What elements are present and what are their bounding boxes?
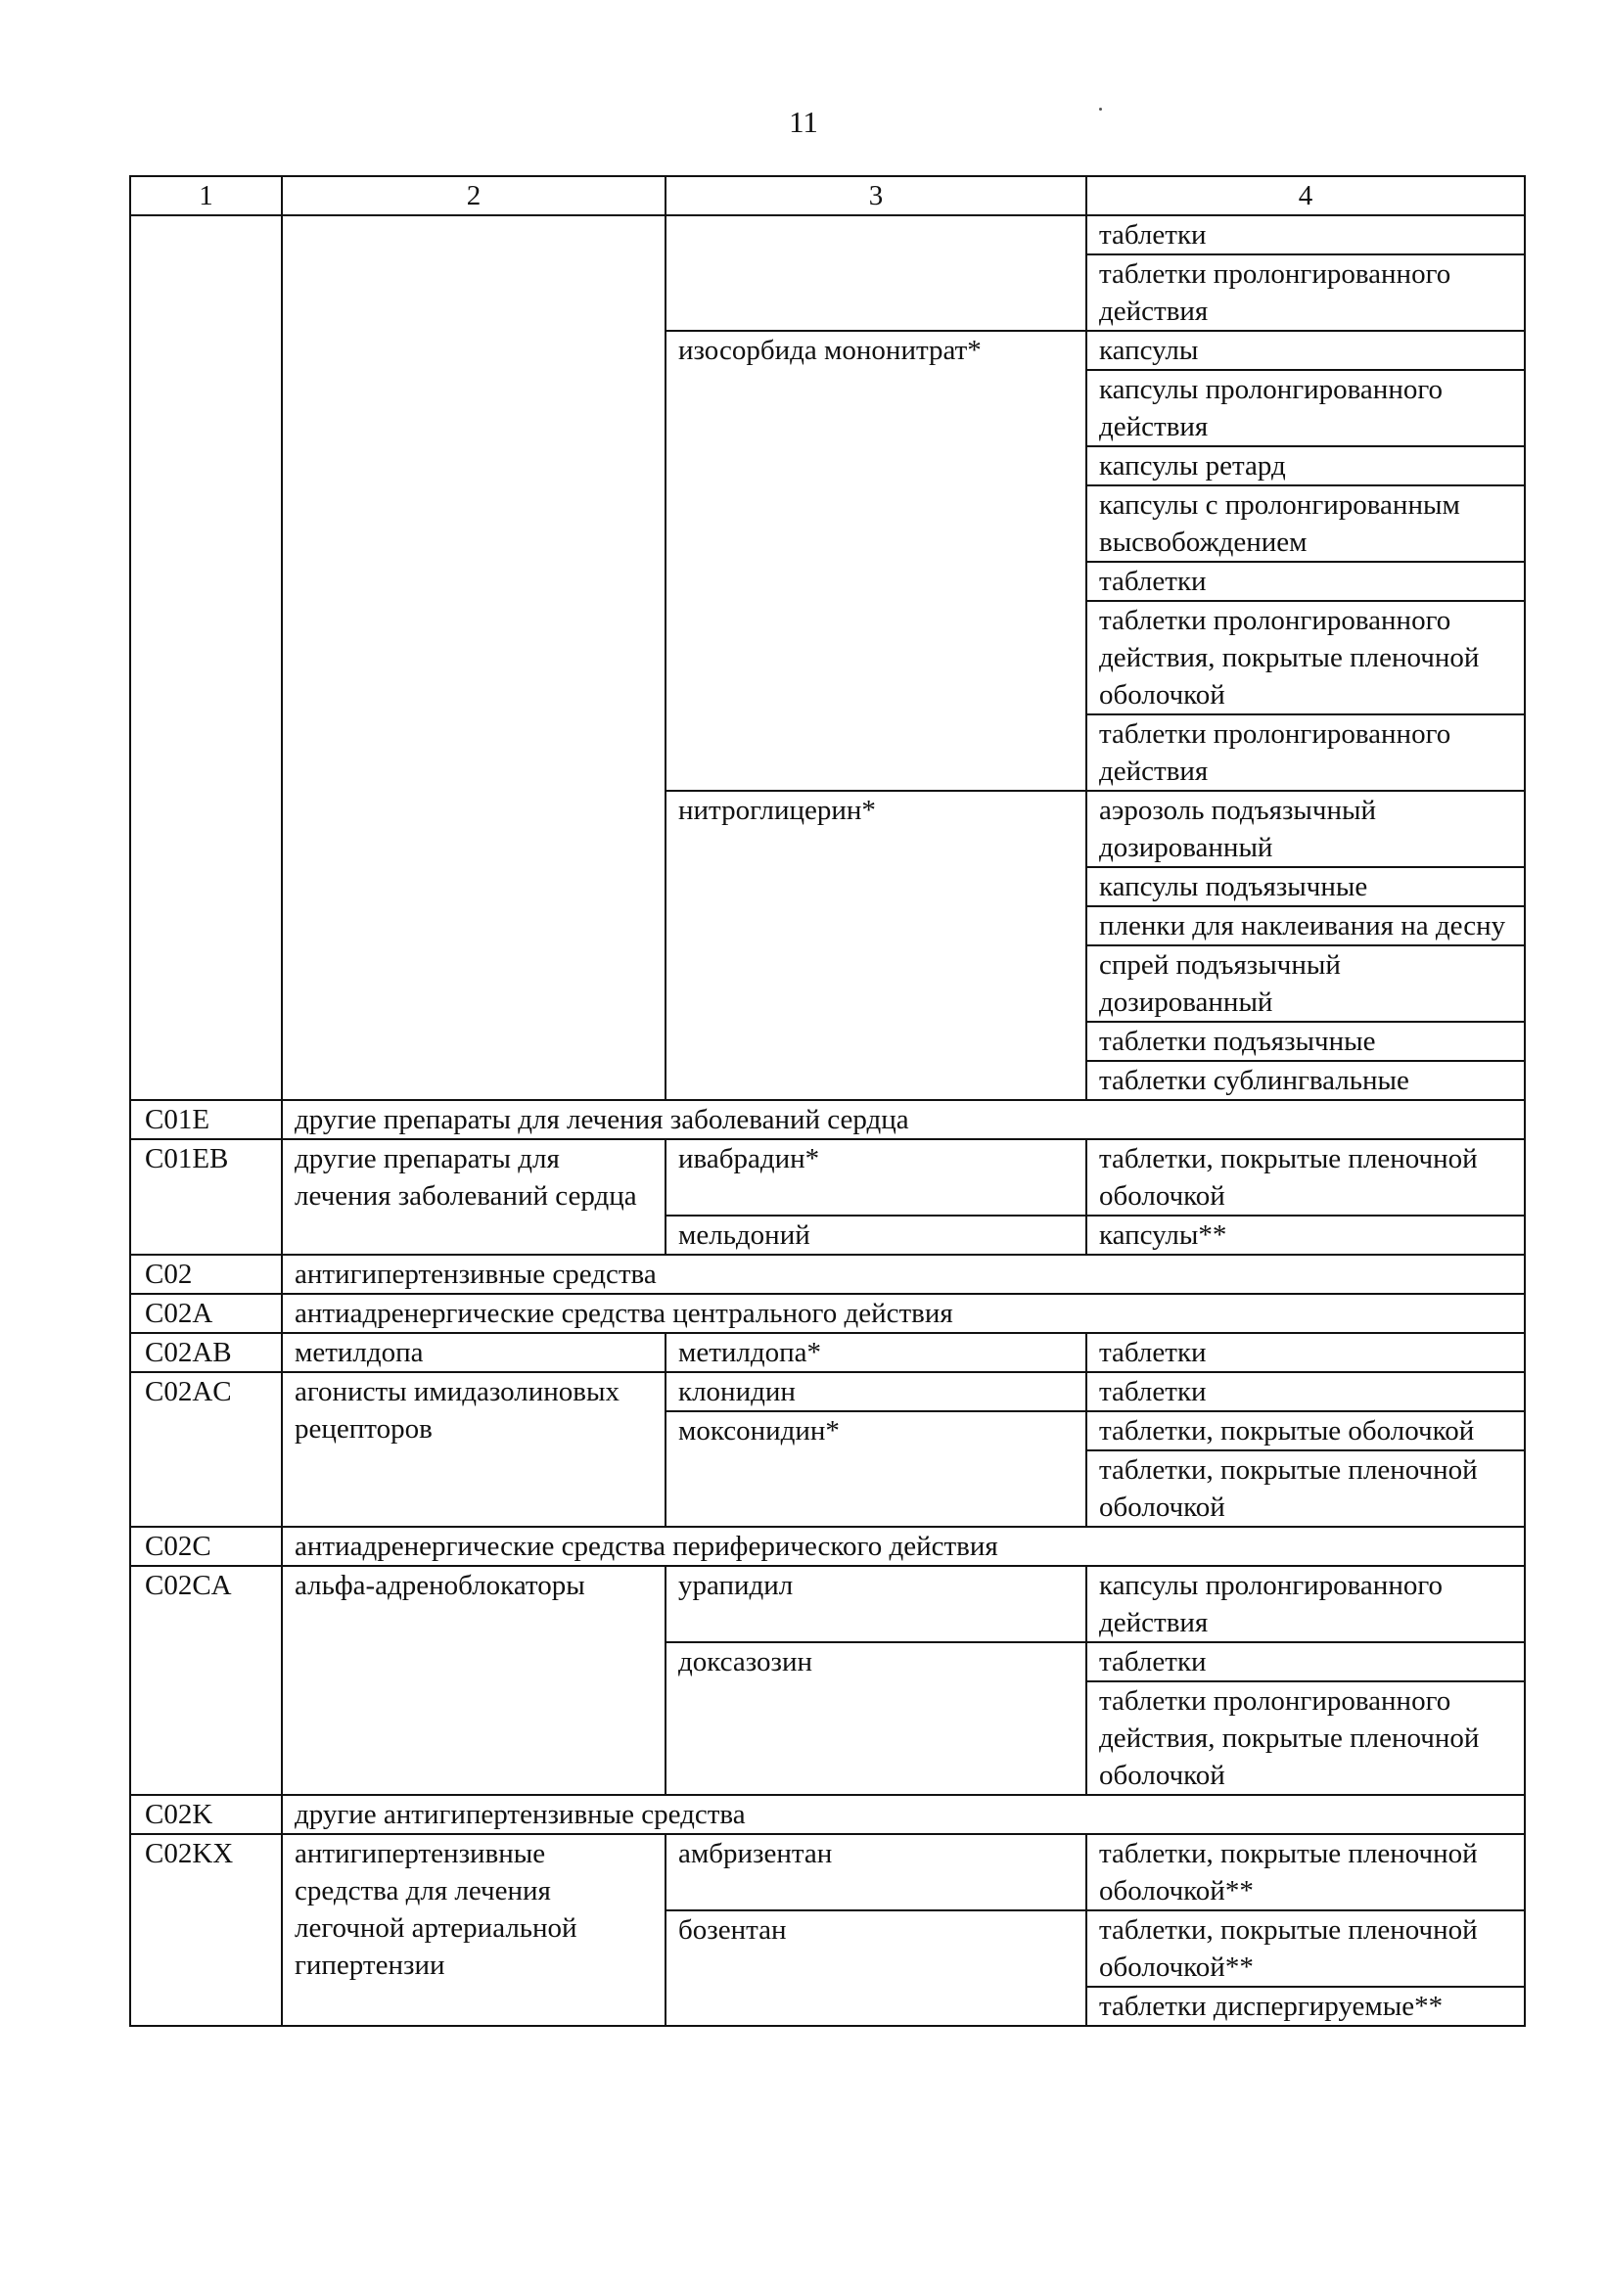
form-cell: таблетки диспергируемые** — [1086, 1987, 1525, 2026]
table-row — [130, 215, 1525, 254]
form-cell: таблетки, покрытые оболочкой — [1086, 1411, 1525, 1450]
form-cell: таблетки, покрытые пленочной оболочкой** — [1086, 1834, 1525, 1910]
form-cell: капсулы — [1086, 331, 1525, 370]
code-cell: C02AC — [130, 1372, 282, 1527]
form-cell: капсулы пролонгированного действия — [1086, 1566, 1525, 1642]
group-cell: агонисты имидазолиновых рецепторов — [282, 1372, 666, 1527]
code-cell: C02C — [130, 1527, 282, 1566]
table-row — [130, 1566, 1525, 1642]
form-cell: таблетки — [1086, 1333, 1525, 1372]
drug-cell: доксазозин — [666, 1642, 1086, 1795]
form-cell: таблетки пролонгированного действия, покрытые пленочной оболочкой — [1086, 601, 1525, 714]
form-cell: капсулы** — [1086, 1216, 1525, 1255]
code-cell: C02CA — [130, 1566, 282, 1795]
form-cell: таблетки пролонгированного действия, покрытые пленочной оболочкой — [1086, 1681, 1525, 1795]
code-cell: C02KX — [130, 1834, 282, 2026]
group-cell: другие препараты для лечения заболеваний сердца — [282, 1139, 666, 1255]
code-cell: C01EB — [130, 1139, 282, 1255]
form-cell: пленки для наклеивания на десну — [1086, 906, 1525, 945]
page-number: 11 — [789, 105, 818, 139]
form-cell: спрей подъязычный дозированный — [1086, 945, 1525, 1022]
code-cell — [130, 215, 282, 1100]
form-cell: таблетки пролонгированного действия — [1086, 254, 1525, 331]
table-row — [130, 1834, 1525, 1910]
code-cell: C02AB — [130, 1333, 282, 1372]
form-cell: таблетки — [1086, 215, 1525, 254]
form-cell: капсулы с пролонгированным высвобождением — [1086, 485, 1525, 562]
form-cell: капсулы пролонгированного действия — [1086, 370, 1525, 446]
group-header-row — [130, 1294, 1525, 1333]
drug-cell: метилдопа* — [666, 1333, 1086, 1372]
drug-cell — [666, 215, 1086, 331]
drug-cell: урапидил — [666, 1566, 1086, 1642]
group-title-cell: другие препараты для лечения заболеваний сердца — [282, 1100, 1525, 1139]
form-cell: капсулы ретард — [1086, 446, 1525, 485]
group-header-row — [130, 1255, 1525, 1294]
form-cell: таблетки — [1086, 1372, 1525, 1411]
column-header: 3 — [666, 176, 1086, 215]
scan-speck — [1099, 108, 1102, 111]
code-cell: C02K — [130, 1795, 282, 1834]
drug-cell: изосорбида мононитрат* — [666, 331, 1086, 791]
drug-cell: нитроглицерин* — [666, 791, 1086, 1100]
form-cell: таблетки сублингвальные — [1086, 1061, 1525, 1100]
group-title-cell: антигипертензивные средства — [282, 1255, 1525, 1294]
group-header-row — [130, 1100, 1525, 1139]
form-cell: таблетки пролонгированного действия — [1086, 714, 1525, 791]
group-title-cell: антиадренергические средства периферического действия — [282, 1527, 1525, 1566]
code-cell: C02A — [130, 1294, 282, 1333]
form-cell: таблетки, покрытые пленочной оболочкой** — [1086, 1910, 1525, 1987]
drug-cell: моксонидин* — [666, 1411, 1086, 1527]
drug-cell: амбризентан — [666, 1834, 1086, 1910]
table-row — [130, 1372, 1525, 1411]
group-header-row — [130, 1527, 1525, 1566]
group-cell: альфа-адреноблокаторы — [282, 1566, 666, 1795]
drug-table — [129, 175, 1526, 2027]
table-row — [130, 1333, 1525, 1372]
form-cell: таблетки, покрытые пленочной оболочкой — [1086, 1139, 1525, 1216]
group-cell — [282, 215, 666, 1100]
group-title-cell: антиадренергические средства центрального действия — [282, 1294, 1525, 1333]
group-title-cell: другие антигипертензивные средства — [282, 1795, 1525, 1834]
form-cell: аэрозоль подъязычный дозированный — [1086, 791, 1525, 867]
drug-cell: мельдоний — [666, 1216, 1086, 1255]
code-cell: C02 — [130, 1255, 282, 1294]
column-header: 2 — [282, 176, 666, 215]
group-cell: антигипертензивные средства для лечения легочной артериальной гипертензии — [282, 1834, 666, 2026]
drug-cell: клонидин — [666, 1372, 1086, 1411]
form-cell: таблетки — [1086, 1642, 1525, 1681]
code-cell: C01E — [130, 1100, 282, 1139]
drug-cell: ивабрадин* — [666, 1139, 1086, 1216]
form-cell: таблетки подъязычные — [1086, 1022, 1525, 1061]
table-header-row — [130, 176, 1525, 215]
drug-cell: бозентан — [666, 1910, 1086, 2026]
form-cell: капсулы подъязычные — [1086, 867, 1525, 906]
form-cell: таблетки, покрытые пленочной оболочкой — [1086, 1450, 1525, 1527]
group-cell: метилдопа — [282, 1333, 666, 1372]
column-header: 4 — [1086, 176, 1525, 215]
column-header: 1 — [130, 176, 282, 215]
form-cell: таблетки — [1086, 562, 1525, 601]
group-header-row — [130, 1795, 1525, 1834]
table-row — [130, 1139, 1525, 1216]
